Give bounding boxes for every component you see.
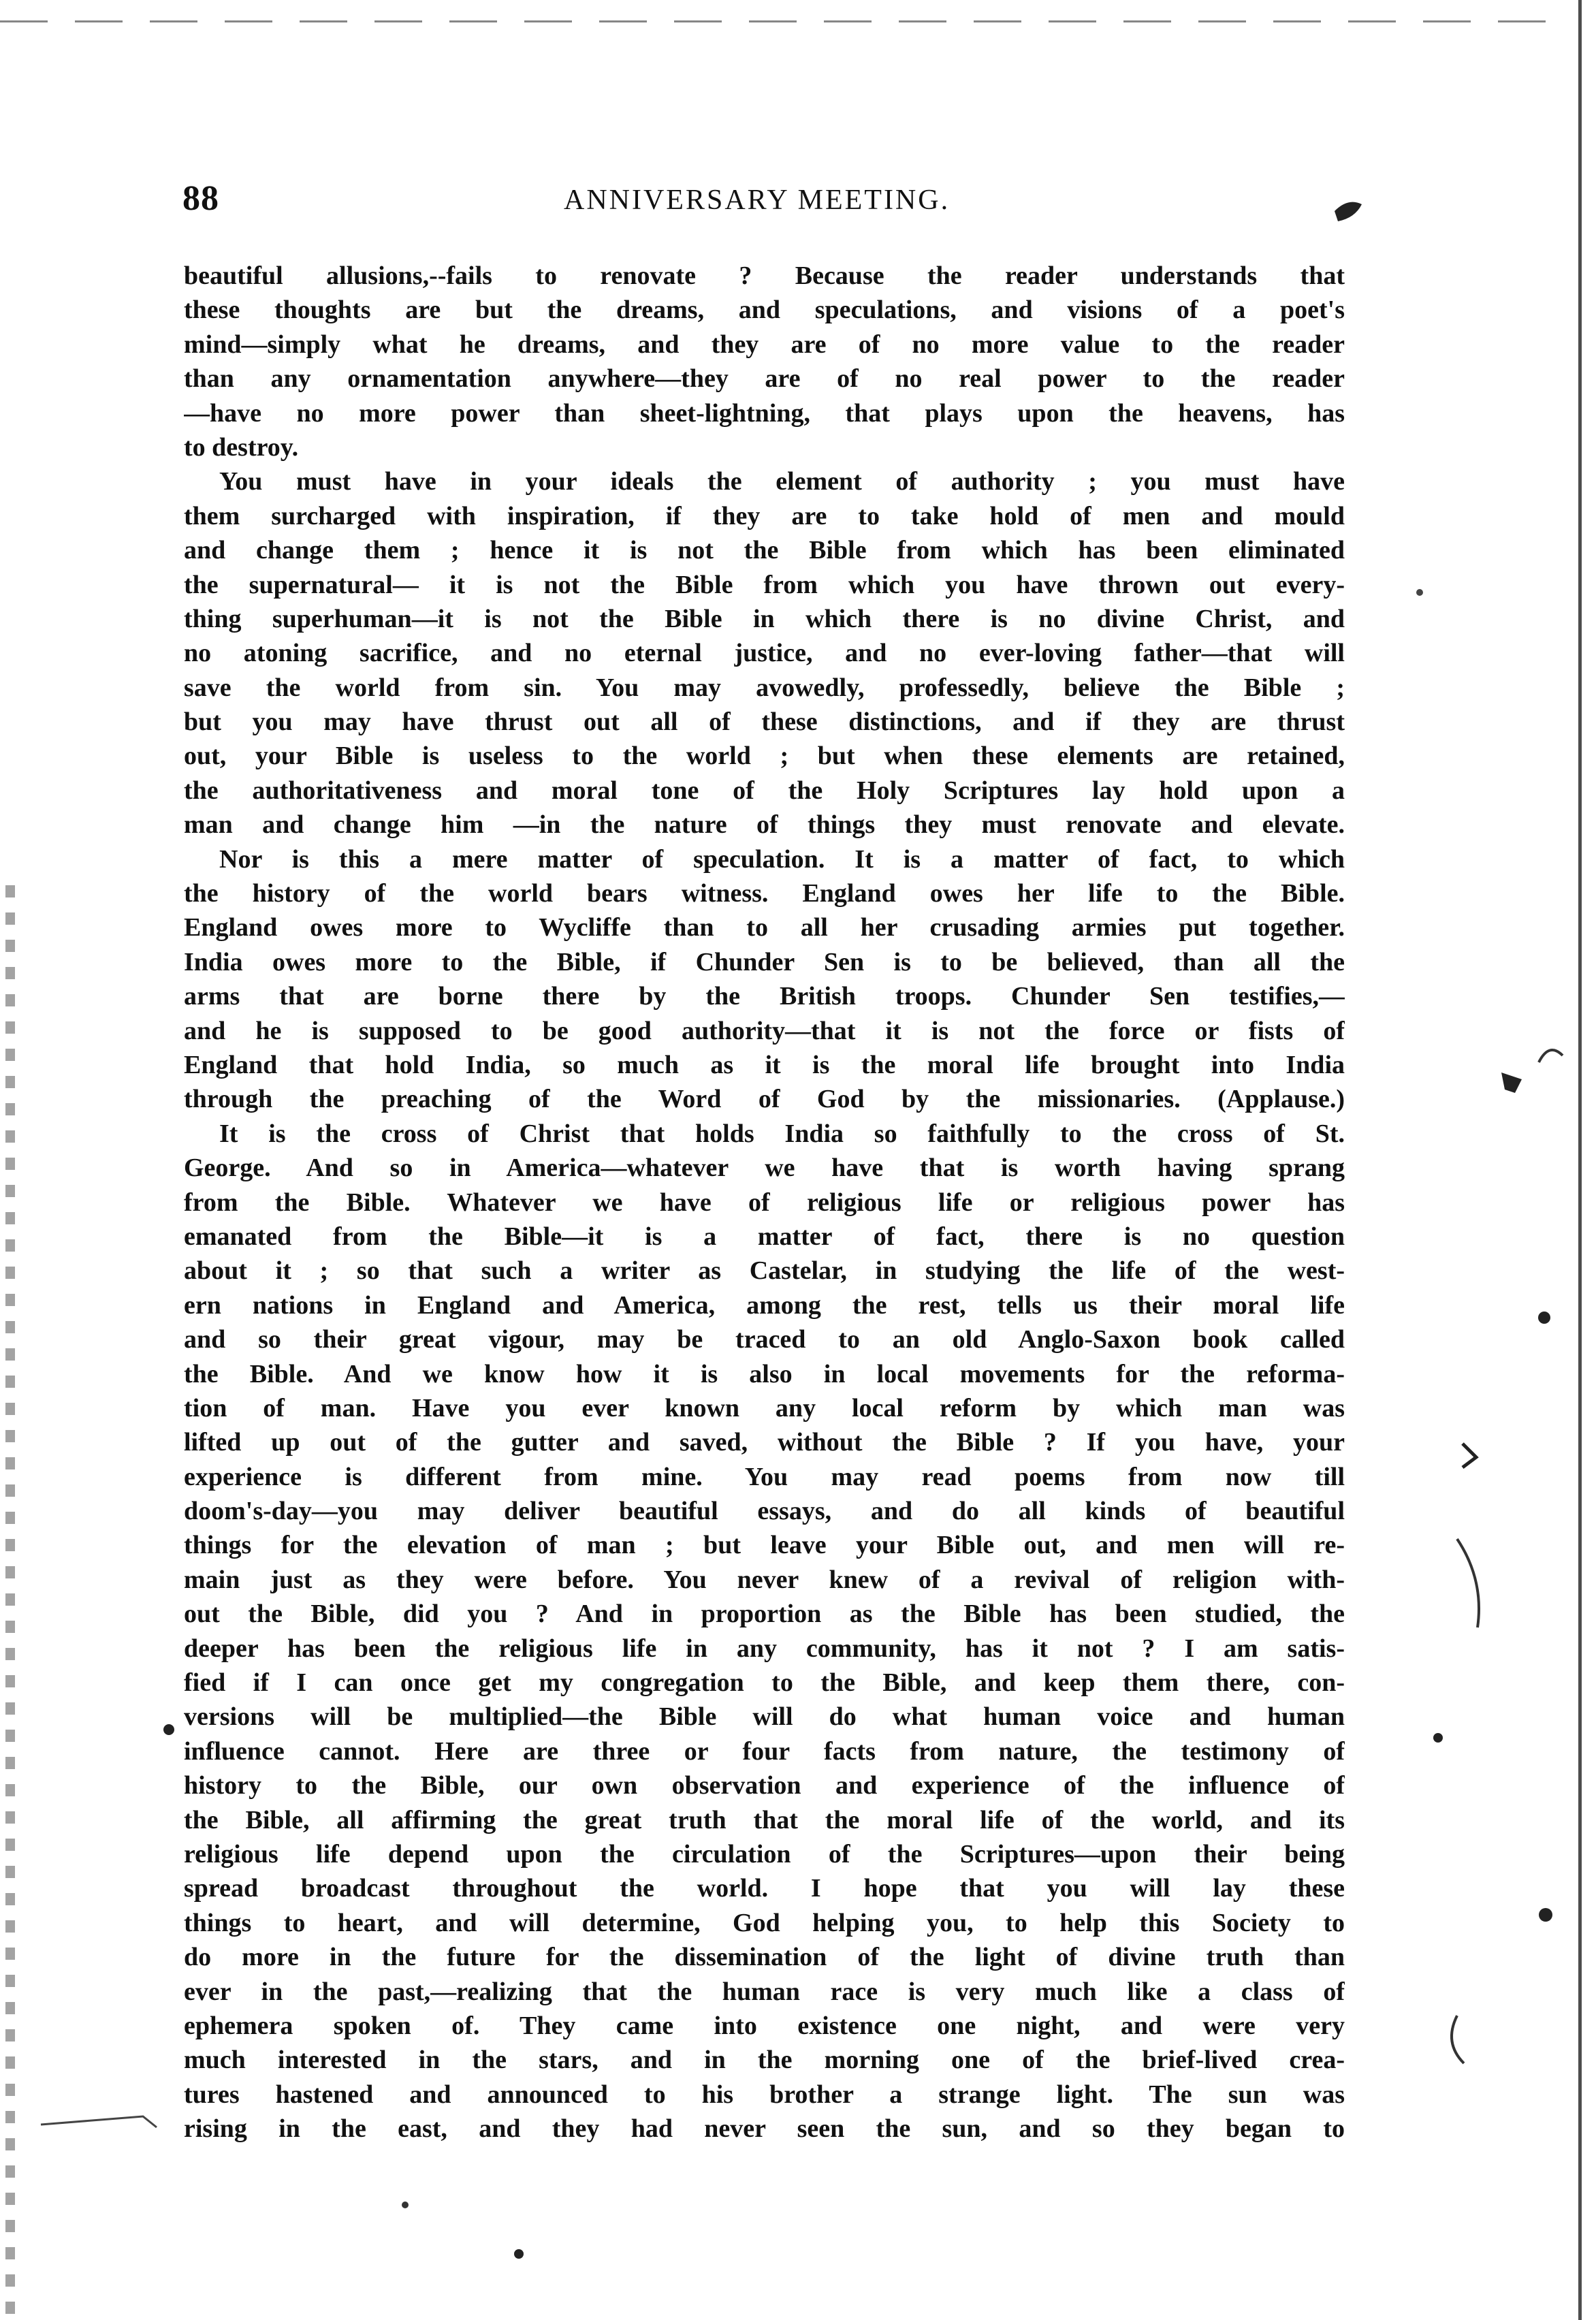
text-line: and so their great vigour, may be traced to an old Anglo-Saxon book called <box>184 1325 1345 1354</box>
margin-mark <box>1463 1444 1476 1467</box>
text-line: —have no more power than sheet-lightning, that plays upon the heavens, has <box>184 398 1345 428</box>
margin-dot <box>1538 1312 1550 1324</box>
text-line: mind—simply what he dreams, and they are of no more value to the reader <box>184 330 1345 359</box>
margin-stroke <box>1457 1539 1479 1627</box>
text-line: deeper has been the religious life in any community, has it not ? I am satis- <box>184 1634 1345 1663</box>
text-line: experience is different from mine. You may read poems from now till <box>184 1462 1345 1491</box>
margin-dot <box>1416 589 1423 596</box>
text-line: them surcharged with inspiration, if they are to take hold of men and mould <box>184 501 1345 530</box>
margin-dot <box>1433 1733 1443 1743</box>
text-line: out the Bible, did you ? And in proportion as the Bible has been studied, the <box>184 1600 1345 1629</box>
running-head: ANNIVERSARY MEETING. <box>564 185 951 216</box>
margin-dot <box>163 1724 174 1735</box>
text-line: India owes more to the Bible, if Chunder Sen is to be believed, than all the <box>184 947 1345 976</box>
text-line: man and change him —in the nature of things they must renovate and elevate. <box>184 810 1345 840</box>
text-line: arms that are borne there by the British troops. Chunder Sen testifies,— <box>184 982 1345 1011</box>
text-line: the authoritativeness and moral tone of the Holy Scriptures lay hold upon a <box>184 776 1345 805</box>
text-line: much interested in the stars, and in the morning one of the brief-lived crea- <box>184 2046 1345 2075</box>
text-line: thing superhuman—it is not the Bible in which there is no divine Christ, and <box>184 604 1345 633</box>
text-line: do more in the future for the dissemination of the light of divine truth than <box>184 1943 1345 1972</box>
page-edge-left <box>5 885 15 2315</box>
text-line: these thoughts are but the dreams, and speculations, and visions of a poet's <box>184 296 1345 325</box>
text-line: out, your Bible is useless to the world ; but when these elements are retained, <box>184 742 1345 771</box>
page-edge-top <box>0 20 1566 22</box>
margin-dot <box>514 2249 524 2259</box>
text-line: the Bible, all affirming the great truth that the moral life of the world, and its <box>184 1805 1345 1834</box>
margin-stroke <box>1452 2016 1464 2063</box>
text-line: through the preaching of the Word of God by the missionaries. (Applause.) <box>184 1085 1345 1114</box>
page-header <box>182 178 1360 226</box>
text-line: spread broadcast throughout the world. I hope that you will lay these <box>184 1874 1345 1903</box>
text-line: England owes more to Wycliffe than to all her crusading armies put together. <box>184 913 1345 942</box>
text-line: influence cannot. Here are three or four facts from nature, the testimony of <box>184 1736 1345 1766</box>
text-line: tures hastened and announced to his brother a strange light. The sun was <box>184 2080 1345 2109</box>
text-line: fied if I can once get my congregation to the Bible, and keep them there, con- <box>184 1668 1345 1698</box>
page-number: 88 <box>182 179 219 218</box>
paragraph-start-line: It is the cross of Christ that holds India so faithfully to the cross of St. <box>219 1119 1345 1148</box>
text-line: doom's-day—you may deliver beautiful essays, and do all kinds of beautiful <box>184 1497 1345 1526</box>
paragraph-start-line: You must have in your ideals the element of authority ; you must have <box>219 467 1345 496</box>
text-line: about it ; so that such a writer as Castelar, in studying the life of the west- <box>184 1256 1345 1286</box>
body-text <box>184 259 1345 2146</box>
text-line: and change them ; hence it is not the Bible from which has been eliminated <box>184 536 1345 565</box>
paragraph-start-line: Nor is this a mere matter of speculation. It is a matter of fact, to which <box>219 844 1345 874</box>
text-line: emanated from the Bible—it is a matter of fact, there is no question <box>184 1222 1345 1251</box>
text-line: George. And so in America—whatever we have that is worth having sprang <box>184 1154 1345 1183</box>
margin-dot <box>402 2202 409 2208</box>
text-line: the Bible. And we know how it is also in local movements for the reforma- <box>184 1359 1345 1388</box>
text-line: the supernatural— it is not the Bible from which you have thrown out every- <box>184 570 1345 599</box>
text-line: ever in the past,—realizing that the human race is very much like a class of <box>184 1977 1345 2006</box>
text-line: lifted up out of the gutter and saved, without the Bible ? If you have, your <box>184 1428 1345 1457</box>
text-line: main just as they were before. You never knew of a revival of religion with- <box>184 1565 1345 1594</box>
text-line: things to heart, and will determine, God helping you, to help this Society to <box>184 1908 1345 1937</box>
text-line: the history of the world bears witness. England owes her life to the Bible. <box>184 879 1345 908</box>
margin-mark <box>1501 1072 1522 1093</box>
text-line: save the world from sin. You may avowedly, professedly, believe the Bible ; <box>184 673 1345 702</box>
text-line: ern nations in England and America, among the rest, tells us their moral life <box>184 1290 1345 1320</box>
margin-mark <box>1539 1050 1563 1062</box>
page-edge-right <box>1578 0 1582 2320</box>
text-line: rising in the east, and they had never seen the sun, and so they began to <box>184 2114 1345 2144</box>
text-line: England that hold India, so much as it is the moral life brought into India <box>184 1050 1345 1079</box>
text-line: religious life depend upon the circulation of the Scriptures—upon their being <box>184 1839 1345 1869</box>
text-line: no atoning sacrifice, and no eternal justice, and no ever-loving father—that will <box>184 639 1345 668</box>
text-line: and he is supposed to be good authority—that it is not the force or fists of <box>184 1016 1345 1045</box>
text-line: tion of man. Have you ever known any local reform by which man was <box>184 1393 1345 1423</box>
margin-dot <box>1539 1908 1552 1922</box>
text-line: ephemera spoken of. They came into existence one night, and were very <box>184 2011 1345 2040</box>
margin-stroke <box>41 2116 157 2127</box>
text-line: beautiful allusions,--fails to renovate ? Because the reader understands that <box>184 261 1345 290</box>
text-line: to destroy. <box>184 432 299 462</box>
text-line: from the Bible. Whatever we have of religious life or religious power has <box>184 1188 1345 1217</box>
text-line: but you may have thrust out all of these distinctions, and if they are thrust <box>184 708 1345 737</box>
text-line: things for the elevation of man ; but leave your Bible out, and men will re- <box>184 1531 1345 1560</box>
text-line: history to the Bible, our own observation and experience of the influence of <box>184 1771 1345 1800</box>
text-line: versions will be multiplied—the Bible will do what human voice and human <box>184 1702 1345 1732</box>
text-line: than any ornamentation anywhere—they are of no real power to the reader <box>184 364 1345 394</box>
